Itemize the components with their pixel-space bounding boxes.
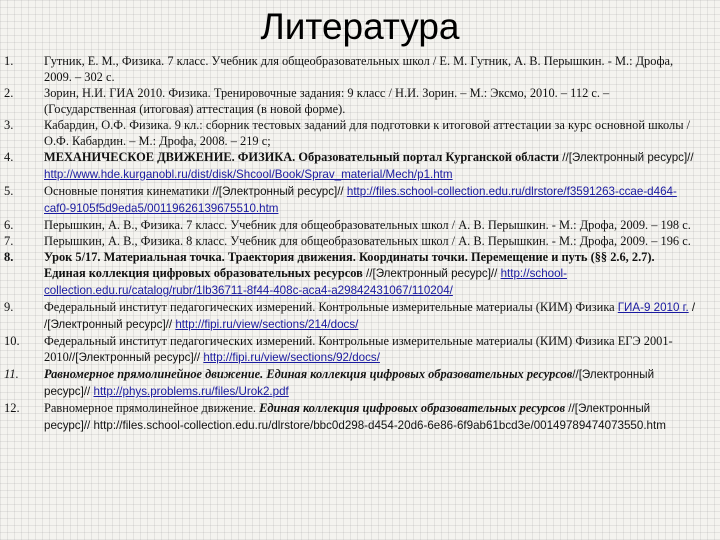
reference-title: Основные понятия кинематики (44, 184, 210, 198)
page-title: Литература (260, 6, 460, 47)
reference-link[interactable]: http://fipi.ru/view/sections/214/docs/ (175, 318, 359, 331)
resource-type: //[Электронный ресурс]// (362, 267, 501, 280)
list-item (0, 366, 720, 400)
reference-link[interactable]: http://www.hde.kurganobl.ru/dist/disk/Shcool/Book/Sprav_material/Mech/p1.htm (44, 168, 453, 181)
reference-link[interactable]: http://school-collection.edu.ru/catalog/rubr/1lb36711-8f44-408c-aca4-a29842431067/110204/ (44, 267, 567, 297)
list-item (0, 400, 720, 434)
item-number: 7. (4, 234, 14, 248)
item-number: 4. (4, 150, 14, 164)
reference-link[interactable]: http://fipi.ru/view/sections/92/docs/ (203, 351, 380, 364)
list-item (0, 149, 720, 183)
reference-title: Равномерное прямолинейное движение. Единая коллекция цифровых образовательных ресурсов (44, 367, 573, 381)
resource-type: //[Электронный ресурс]// (44, 368, 655, 398)
reference-title: Равномерное прямолинейное движение. (44, 401, 260, 415)
list-item (0, 85, 720, 117)
reference-text: Перышкин, А. В., Физика. 7 класс. Учебник для общеобразовательных школ / А. В. Перышкин. - М.: Дрофа, 2009. – 198 с. (44, 218, 691, 232)
list-item (0, 117, 720, 149)
reference-link[interactable]: http://files.school-collection.edu.ru/dlrstore/f3591263-ccae-d464-caf0-9105f5d9eda5/00119626139675510.htm (44, 185, 677, 215)
reference-title: Урок 5/17. Материальная точка. Траектория движения. Координаты точки. Перемещение и путь (§§ 2.6, 2.7). Единая коллекция цифровых образовательных ресурсов (44, 250, 655, 280)
item-number: 6. (4, 218, 14, 232)
reference-title: Федеральный институт педагогических измерений. Контрольные измерительные материалы (КИМ) Физика (44, 300, 618, 314)
reference-text: Гутник, Е. М., Физика. 7 класс. Учебник для общеобразовательных школ / Е. М. Гутник, А. В. Перышкин. - М.: Дрофа, 2009. – 302 с. (44, 54, 674, 84)
item-number: 8. (4, 250, 14, 264)
list-item (0, 299, 720, 333)
reference-text: Кабардин, О.Ф. Физика. 9 кл.: сборник тестовых заданий для подготовки к итоговой аттестации за курс основной школы / О.Ф. Кабардин. – М.: Дрофа, 2008. – 219 с; (44, 118, 691, 148)
resource-type: //[Электронный ресурс]// http://files.school-collection.edu.ru/dlrstore/bbc0d298-d454-20d6-6e86-6f9ab61bcd3e/00149789474073550.htm (44, 402, 666, 432)
resource-type: //[Электронный ресурс]// (209, 185, 347, 198)
reference-title: МЕХАНИЧЕСКОЕ ДВИЖЕНИЕ. ФИЗИКА. Образовательный портал Курганской области (44, 150, 560, 164)
reference-list (0, 53, 720, 434)
list-item (0, 333, 720, 366)
reference-link[interactable]: ГИА-9 2010 г. (617, 301, 689, 314)
item-number: 11. (4, 367, 19, 381)
list-item (0, 53, 720, 85)
item-number: 5. (4, 184, 14, 198)
item-number: 9. (4, 300, 14, 314)
list-item (0, 233, 720, 249)
item-number: 1. (4, 54, 14, 68)
reference-text: Перышкин, А. В., Физика. 8 класс. Учебник для общеобразовательных школ / А. В. Перышкин. - М.: Дрофа, 2009. – 196 с. (44, 234, 691, 248)
list-item (0, 183, 720, 217)
reference-title: Федеральный институт педагогических измерений. Контрольные измерительные материалы (КИМ) Физика ЕГЭ 2001-2010 (44, 334, 673, 364)
item-number: 3. (4, 118, 14, 132)
resource-type: //[Электронный ресурс]// (68, 351, 204, 364)
item-number: 12. (4, 401, 20, 415)
resource-type: / /[Электронный ресурс]// (44, 301, 696, 331)
list-item (0, 217, 720, 233)
resource-type: //[Электронный ресурс]// (559, 151, 694, 164)
collection-name: Единая коллекция цифровых образовательных ресурсов (259, 401, 566, 415)
reference-text: Зорин, Н.И. ГИА 2010. Физика. Тренировочные задания: 9 класс / Н.И. Зорин. – М.: Эксмо, 2010. – 112 с. – (Государственная (итоговая) аттестация (в новой форме). (44, 86, 610, 116)
list-item (0, 249, 720, 299)
item-number: 2. (4, 86, 14, 100)
reference-link[interactable]: http://phys.problems.ru/files/Urok2.pdf (93, 385, 289, 398)
item-number: 10. (4, 334, 20, 348)
